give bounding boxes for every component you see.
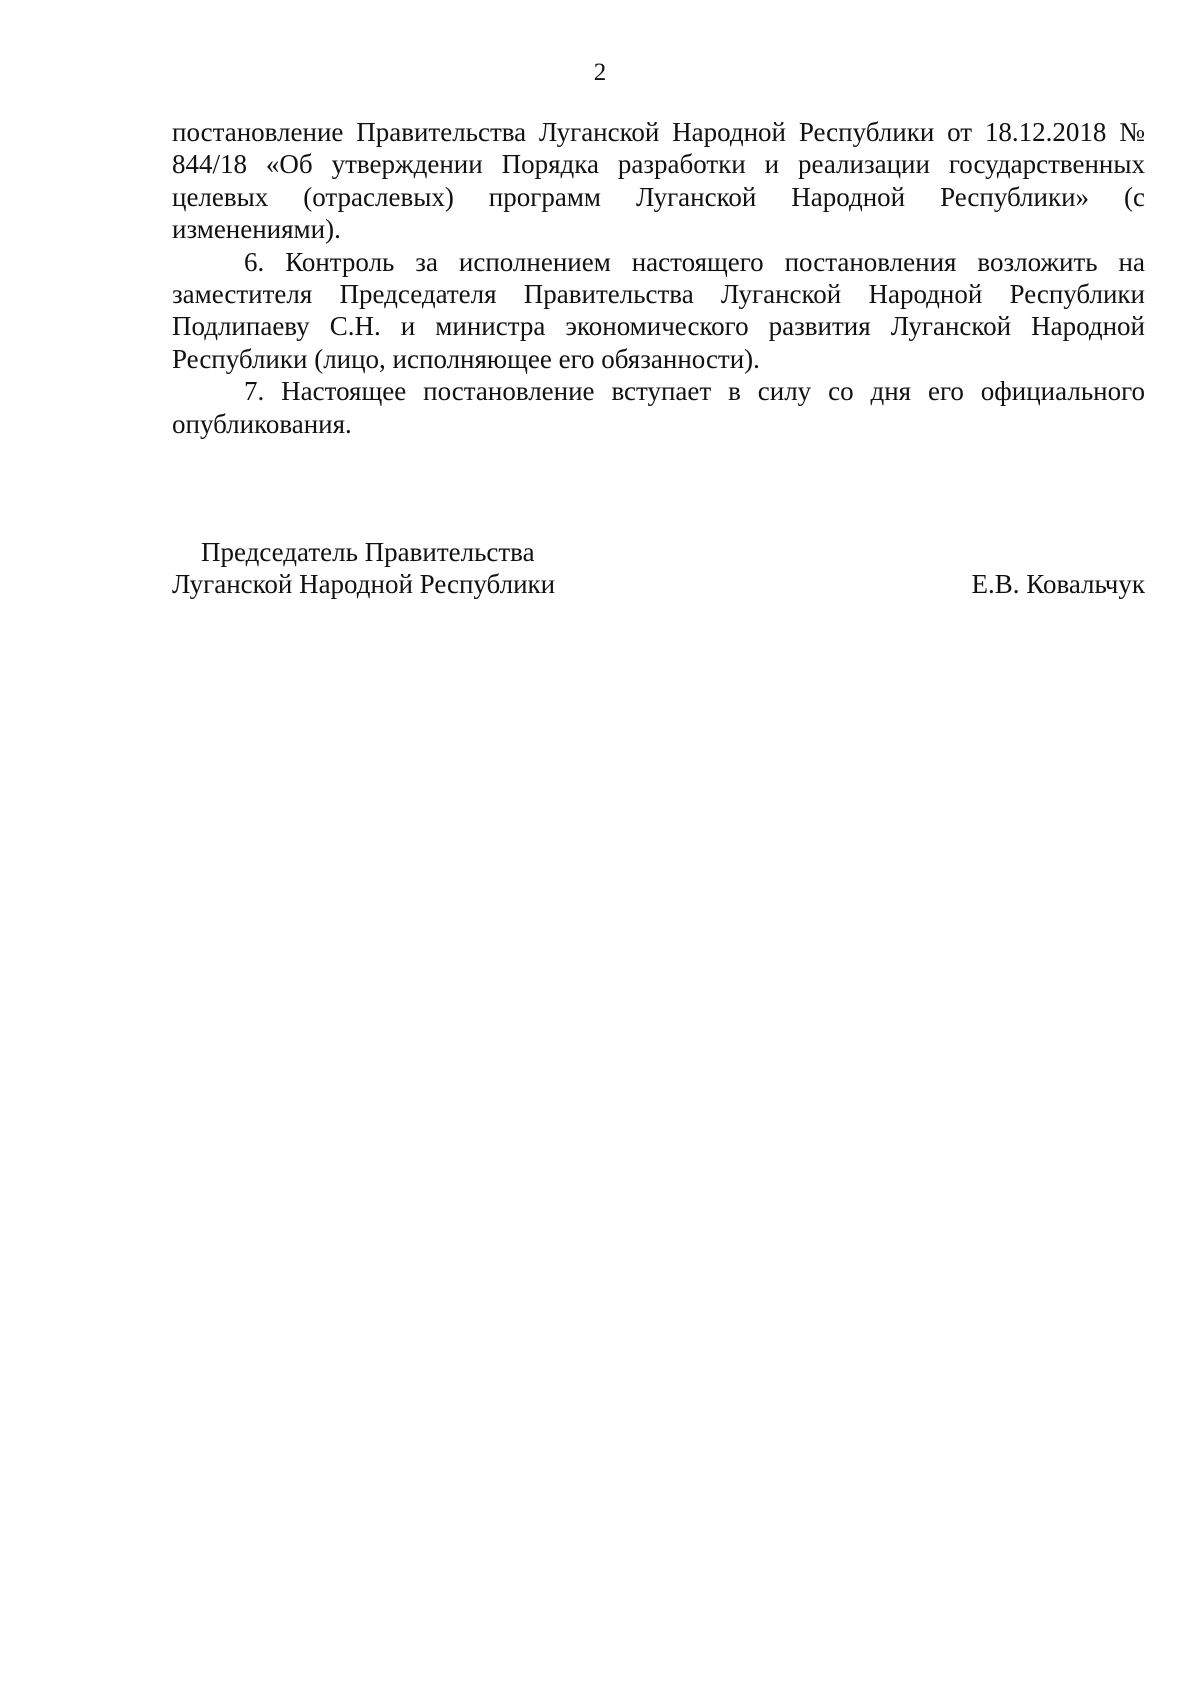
paragraph-continuation: постановление Правительства Луганской Народной Республики от 18.12.2018 № 844/18 «Об утверждении Порядка разработки и реализации государственных целевых (отраслевых) программ Луганской Народной Республики» (с изменениями). bbox=[172, 117, 1145, 245]
signature-row bbox=[172, 568, 1145, 600]
paragraph-item-6: 6. Контроль за исполнением настоящего постановления возложить на заместителя Председателя Правительства Луганской Народной Республики Подлипаеву С.Н. и министра экономического развития Луганской Народной Республики (лицо, исполняющее его обязанности). bbox=[172, 246, 1145, 374]
page-number: 2 bbox=[593, 59, 607, 86]
paragraph-item-7: 7. Настоящее постановление вступает в силу со дня его официального опубликования. bbox=[172, 376, 1145, 439]
signatory-position-line1: Председатель Правительства bbox=[201, 537, 535, 567]
signature-block bbox=[172, 536, 1145, 601]
document-body bbox=[172, 116, 1145, 440]
signatory-name: Е.В. Ковальчук bbox=[971, 569, 1145, 600]
signatory-position-line2: Луганской Народной Республики bbox=[172, 569, 556, 600]
